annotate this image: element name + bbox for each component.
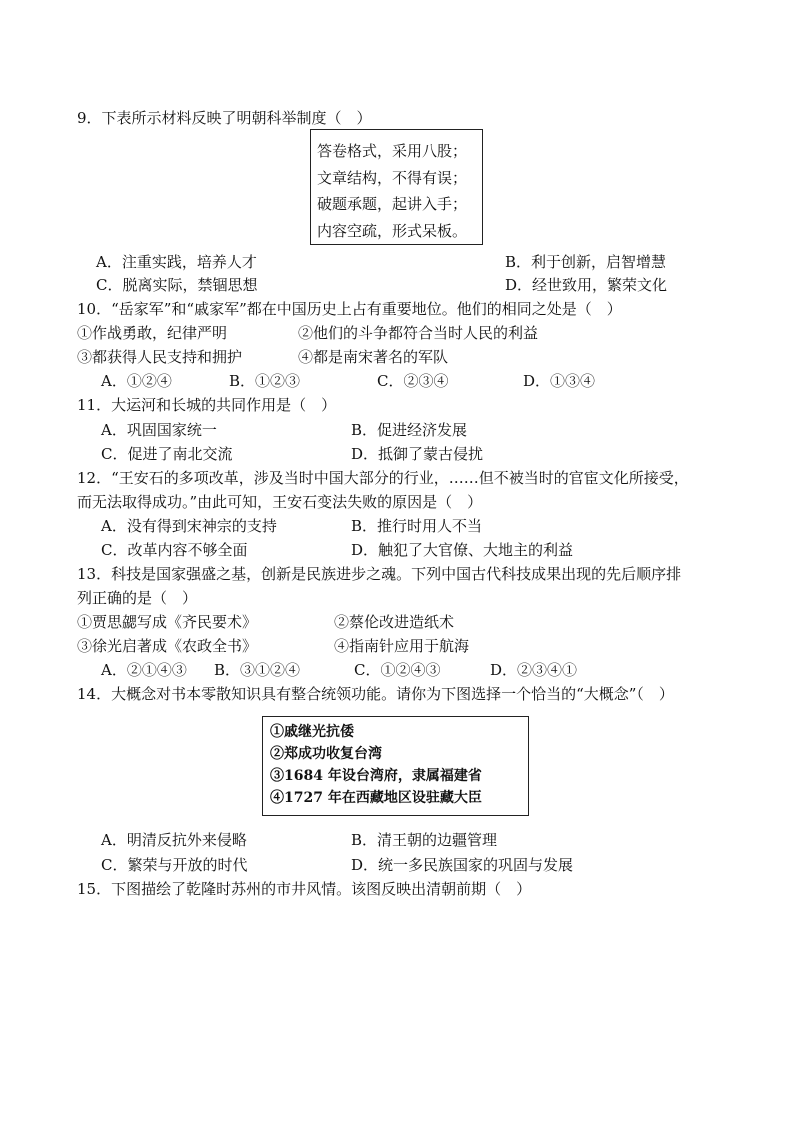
q12-stem-line-1: 12．“王安石的多项改革，涉及当时中国大部分的行业，……但不被当时的官宦文化所接受， <box>77 469 689 487</box>
q14-box-line-3: ③1684 年设台湾府，隶属福建省 <box>270 768 482 784</box>
q13-option-b[interactable]: B．③①②④ <box>214 661 301 679</box>
q10-option-d[interactable]: D．①③④ <box>523 372 596 390</box>
q10-item-4: ④都是南宋著名的军队 <box>298 348 449 366</box>
q12-option-a[interactable]: A．没有得到宋神宗的支持 <box>101 517 277 535</box>
q9-option-b[interactable]: B．利于创新，启智增慧 <box>505 253 667 271</box>
q14-box-line-4: ④1727 年在西藏地区设驻藏大臣 <box>270 790 482 806</box>
q12-stem-line-2: 而无法取得成功。”由此可知，王安石变法失败的原因是（ ） <box>77 493 483 511</box>
q11-option-c[interactable]: C．促进了南北交流 <box>101 445 233 463</box>
q13-item-3: ③徐光启著成《农政全书》 <box>77 637 258 655</box>
q11-option-a[interactable]: A．巩固国家统一 <box>101 421 217 439</box>
q13-stem-line-1: 13．科技是国家强盛之基，创新是民族进步之魂。下列中国古代科技成果出现的先后顺序排 <box>77 565 682 583</box>
q10-item-3: ③都获得人民支持和拥护 <box>77 348 243 366</box>
q9-box-line-2: 文章结构，不得有误； <box>317 168 468 187</box>
q9-option-c[interactable]: C．脱离实际，禁锢思想 <box>96 276 258 294</box>
q9-box-line-1: 答卷格式，采用八股； <box>317 142 468 160</box>
q13-item-4: ④指南针应用于航海 <box>334 637 470 655</box>
q10-stem: 10．“岳家军”和“戚家军”都在中国历史上占有重要地位。他们的相同之处是（ ） <box>77 300 622 318</box>
q14-option-a[interactable]: A．明清反抗外来侵略 <box>101 831 247 849</box>
q9-material-box <box>310 129 483 245</box>
q9-stem: 9．下表所示材料反映了明朝科举制度（ ） <box>77 109 372 127</box>
q13-option-c[interactable]: C．①②④③ <box>354 661 441 679</box>
q14-box-line-2: ②郑成功收复台湾 <box>270 746 382 762</box>
q12-option-c[interactable]: C．改革内容不够全面 <box>101 541 248 559</box>
q11-stem: 11．大运河和长城的共同作用是（ ） <box>77 396 337 414</box>
q10-option-a[interactable]: A．①②④ <box>101 372 172 390</box>
q14-material-box <box>262 716 529 816</box>
q9-option-d[interactable]: D．经世致用，繁荣文化 <box>505 276 668 294</box>
q15-stem: 15．下图描绘了乾隆时苏州的市井风情。该图反映出清朝前期（ ） <box>77 880 532 898</box>
q10-item-2: ②他们的斗争都符合当时人民的利益 <box>298 324 539 342</box>
q13-item-2: ②蔡伦改进造纸术 <box>334 613 455 631</box>
q14-option-c[interactable]: C．繁荣与开放的时代 <box>101 856 248 874</box>
q9-box-line-4: 内容空疏，形式呆板。 <box>317 221 468 240</box>
q12-option-d[interactable]: D．触犯了大官僚、大地主的利益 <box>351 541 574 559</box>
q10-option-c[interactable]: C．②③④ <box>377 372 449 390</box>
q9-box-line-3: 破题承题，起讲入手； <box>317 195 468 213</box>
q13-item-1: ①贾思勰写成《齐民要术》 <box>77 613 258 631</box>
q13-stem-line-2: 列正确的是（ ） <box>77 589 198 607</box>
q11-option-d[interactable]: D．抵御了蒙古侵扰 <box>351 445 484 463</box>
q10-option-b[interactable]: B．①②③ <box>229 372 301 390</box>
q9-option-a[interactable]: A．注重实践，培养人才 <box>96 253 257 271</box>
q14-option-b[interactable]: B．清王朝的边疆管理 <box>351 831 498 849</box>
q14-option-d[interactable]: D．统一多民族国家的巩固与发展 <box>351 856 574 874</box>
q14-box-line-1: ①戚继光抗倭 <box>270 724 354 740</box>
q12-option-b[interactable]: B．推行时用人不当 <box>351 517 483 535</box>
q14-stem: 14．大概念对书本零散知识具有整合统领功能。请你为下图选择一个恰当的“大概念”（ ） <box>77 685 674 703</box>
q11-option-b[interactable]: B．促进经济发展 <box>351 421 468 439</box>
q13-option-a[interactable]: A．②①④③ <box>101 661 187 679</box>
q13-option-d[interactable]: D．②③④① <box>490 661 578 679</box>
q10-item-1: ①作战勇敢，纪律严明 <box>77 324 228 342</box>
